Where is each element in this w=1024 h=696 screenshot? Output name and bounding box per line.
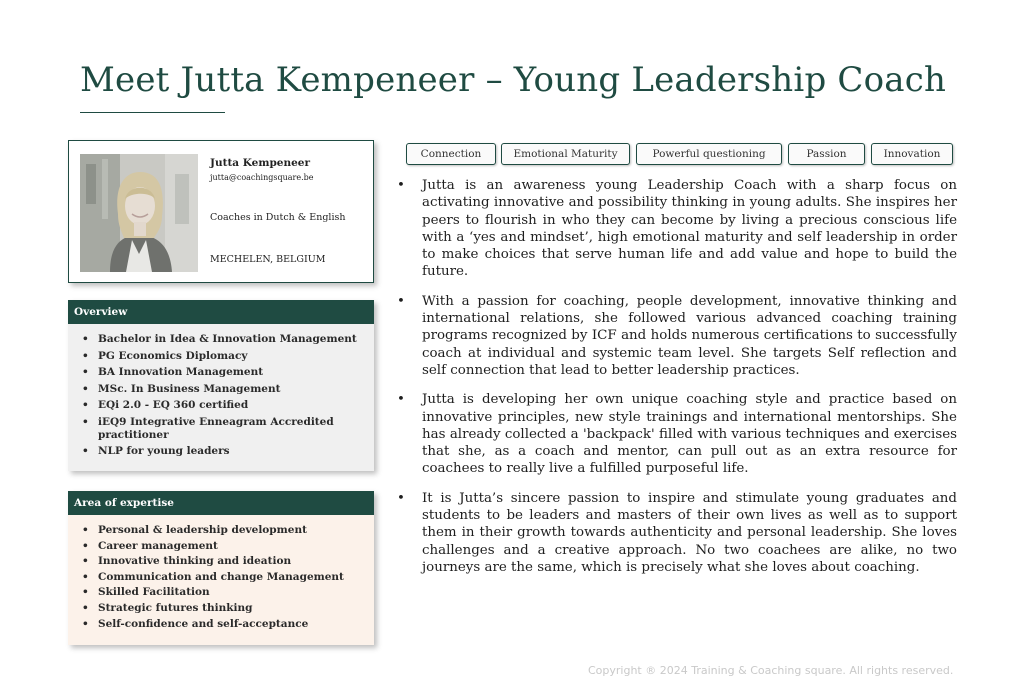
overview-list bbox=[68, 333, 374, 458]
profile-card bbox=[68, 140, 374, 283]
coach-location: MECHELEN, BELGIUM bbox=[210, 254, 326, 265]
list-item: • Self-confidence and self-acceptance bbox=[98, 618, 374, 631]
bio-paragraph: • Jutta is an awareness young Leadership Coach with a sharp focus on activating innovative and possibility thinking in young adults. She inspires her peers to flourish in who they can become by living a precious conscious life with a ‘yes and mindset’, high emotional maturity and self leadership in order to make choices that serve human life and add value and hope to build the future. bbox=[422, 177, 957, 281]
coach-languages: Coaches in Dutch & English bbox=[210, 212, 346, 223]
profile-photo bbox=[80, 154, 198, 272]
expertise-list bbox=[68, 524, 374, 631]
coach-email[interactable]: jutta@coachingsquare.be bbox=[210, 173, 314, 182]
list-item: • Bachelor in Idea & Innovation Management bbox=[98, 333, 374, 346]
bio-content bbox=[395, 177, 957, 588]
overview-panel bbox=[68, 300, 374, 471]
copyright-footer: Copyright ® 2024 Training & Coaching square. All rights reserved. bbox=[588, 664, 954, 677]
list-item: • Innovative thinking and ideation bbox=[98, 555, 374, 568]
tag-powerful-questioning: Powerful questioning bbox=[636, 143, 782, 165]
list-item: • BA Innovation Management bbox=[98, 366, 374, 379]
overview-body bbox=[68, 324, 374, 471]
expertise-panel bbox=[68, 491, 374, 645]
list-item: • PG Economics Diplomacy bbox=[98, 350, 374, 363]
list-item: • NLP for young leaders bbox=[98, 445, 374, 458]
bio-paragraph: • With a passion for coaching, people development, innovative thinking and international relations, she followed various advanced coaching training programs recognized by ICF and holds numerous certifications to successfully coach at individual and systemic team level. She targets Self reflection and self connection that lead to better leadership practices. bbox=[422, 293, 957, 379]
title-underline bbox=[80, 112, 225, 113]
list-item: • EQi 2.0 - EQ 360 certified bbox=[98, 399, 374, 412]
list-item: • iEQ9 Integrative Enneagram Accredited practitioner bbox=[98, 416, 374, 442]
list-item: • Communication and change Management bbox=[98, 571, 374, 584]
list-item: • Skilled Facilitation bbox=[98, 586, 374, 599]
overview-heading: Overview bbox=[68, 300, 374, 324]
tag-emotional-maturity: Emotional Maturity bbox=[501, 143, 630, 165]
list-item: • Career management bbox=[98, 540, 374, 553]
tag-passion: Passion bbox=[788, 143, 865, 165]
tag-innovation: Innovation bbox=[871, 143, 953, 165]
page-title: Meet Jutta Kempeneer – Young Leadership Coach bbox=[80, 60, 947, 100]
expertise-heading: Area of expertise bbox=[68, 491, 374, 515]
tag-connection: Connection bbox=[406, 143, 496, 165]
list-item: • Strategic futures thinking bbox=[98, 602, 374, 615]
list-item: • MSc. In Business Management bbox=[98, 383, 374, 396]
coach-name: Jutta Kempeneer bbox=[210, 157, 310, 169]
bio-list bbox=[395, 177, 957, 576]
list-item: • Personal & leadership development bbox=[98, 524, 374, 537]
expertise-body bbox=[68, 515, 374, 645]
bio-paragraph: • It is Jutta’s sincere passion to inspire and stimulate young graduates and students to be leaders and masters of their own lives as well as to support them in their growth towards authenticity and personal leadership. She loves challenges and a creative approach. No two coachees are alike, no two journeys are the same, which is precisely what she loves about coaching. bbox=[422, 490, 957, 576]
bio-paragraph: • Jutta is developing her own unique coaching style and practice based on innovative principles, new style trainings and international mentorships. She has already collected a 'backpack' filled with various techniques and exercises that she, as a coach and mentor, can pull out as an extra resource for coachees to really live a fulfilled purposeful life. bbox=[422, 391, 957, 477]
